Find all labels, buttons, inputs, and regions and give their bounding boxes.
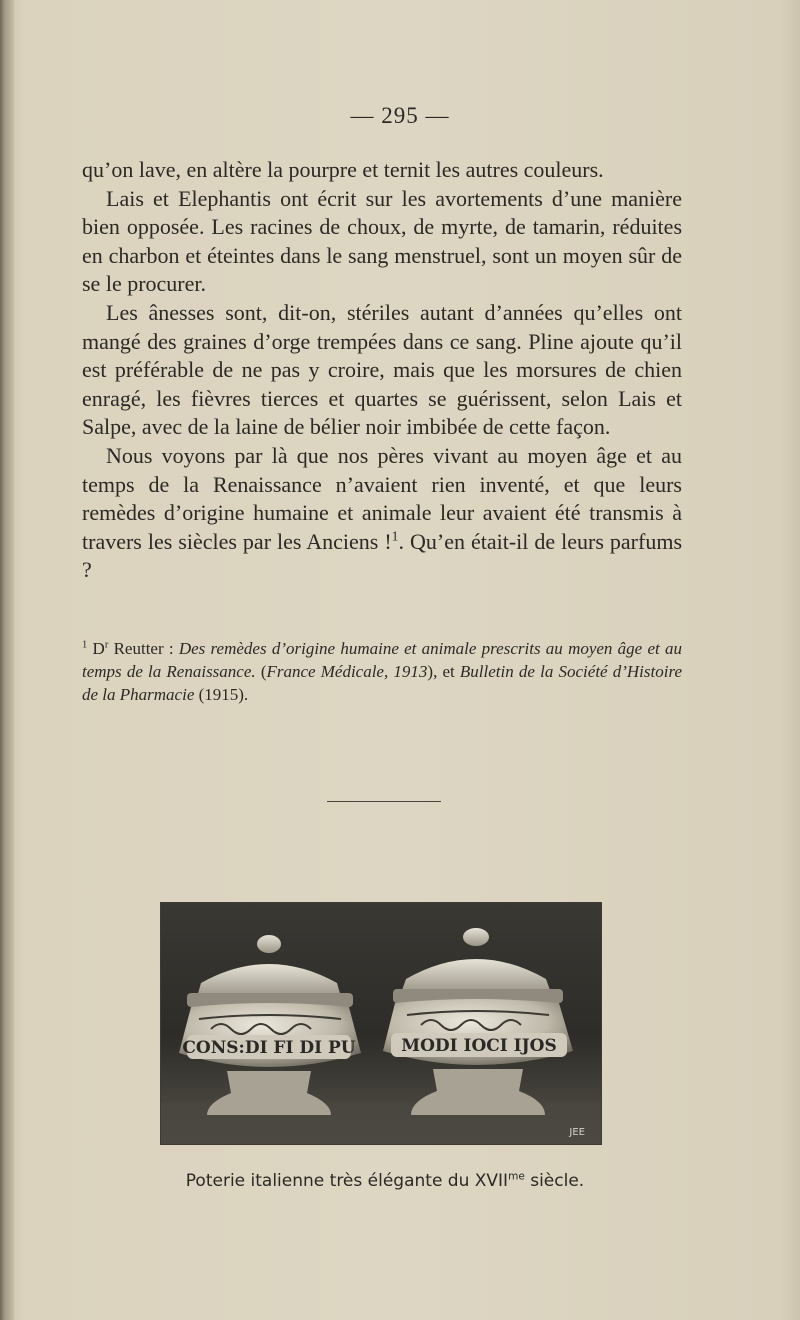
photo-engraver-mark: JEE [569,1127,585,1138]
footnote-author-rest: Reutter : [108,639,179,658]
body-text [82,156,682,585]
caption-sup: me [508,1170,525,1183]
paragraph: qu’on lave, en altère la pourpre et ternit les autres couleurs. [82,157,604,182]
footnote-author-sup: r [104,639,109,651]
right-lid-knob [463,928,489,946]
paragraph [82,442,682,585]
section-divider [327,801,441,802]
caption-text: siècle. [524,1171,585,1191]
footnote-marker: 1 [82,639,88,651]
right-jar-inscription: MODI IOCI IJOS [401,1036,557,1056]
footnote-author: D [92,639,105,658]
paragraph: Les ânesses sont, dit-on, stériles autant d’années qu’elles ont mangé des graines d’orge trempées dans ce sang. Pline ajoute qu’il est préférable de ne pas y croire, mais que les morsures de chien enragé, les fièvres tierces et quartes se guérissent, selon Lais et Salpe, avec de la laine de bélier noir imbibée de cette façon. [82,299,682,440]
photo-plate [160,902,602,1145]
binding-edge [0,0,14,1320]
page-number: — 295 — [350,103,450,128]
footnote [82,637,682,706]
footnote-year: (1915). [194,685,249,704]
footnote-middle: ), et [427,662,460,681]
caption-text: Poterie italienne très élégante du XVII [185,1171,509,1191]
left-lid-knob [257,935,281,953]
pottery-photo [161,903,601,1144]
paragraph-text: . Qu’en était-il de leurs parfums ? [82,528,682,583]
footnote-title: Des remèdes d’origine humaine et animale prescrits au moyen âge et au temps de la Renaissance. [82,639,683,681]
footnote-source: France Médicale, 1913 [266,662,428,681]
paragraph-text: Nous voyons par là que nos pères vivant au moyen âge et au temps de la Renaissance n’avaient rien inventé, et que leurs remèdes d’origine humaine et animale leur avaient été transmis à travers les siècles par les Anciens ! [82,442,682,554]
paragraph: Lais et Elephantis ont écrit sur les avortements d’une manière bien opposée. Les racines de choux, de myrte, de tamarin, réduites en charbon et éteintes dans le sang menstruel, sont un moyen sûr de se le procurer. [82,185,682,297]
footnote-source: Bulletin de la Société d’Histoire de la Pharmacie [82,662,682,704]
footnote-paren: ( [255,662,267,681]
footnote-reference[interactable]: 1 [391,528,399,544]
figure-caption [0,1171,770,1191]
left-jar-inscription: CONS:DI FI DI PU [182,1038,356,1058]
